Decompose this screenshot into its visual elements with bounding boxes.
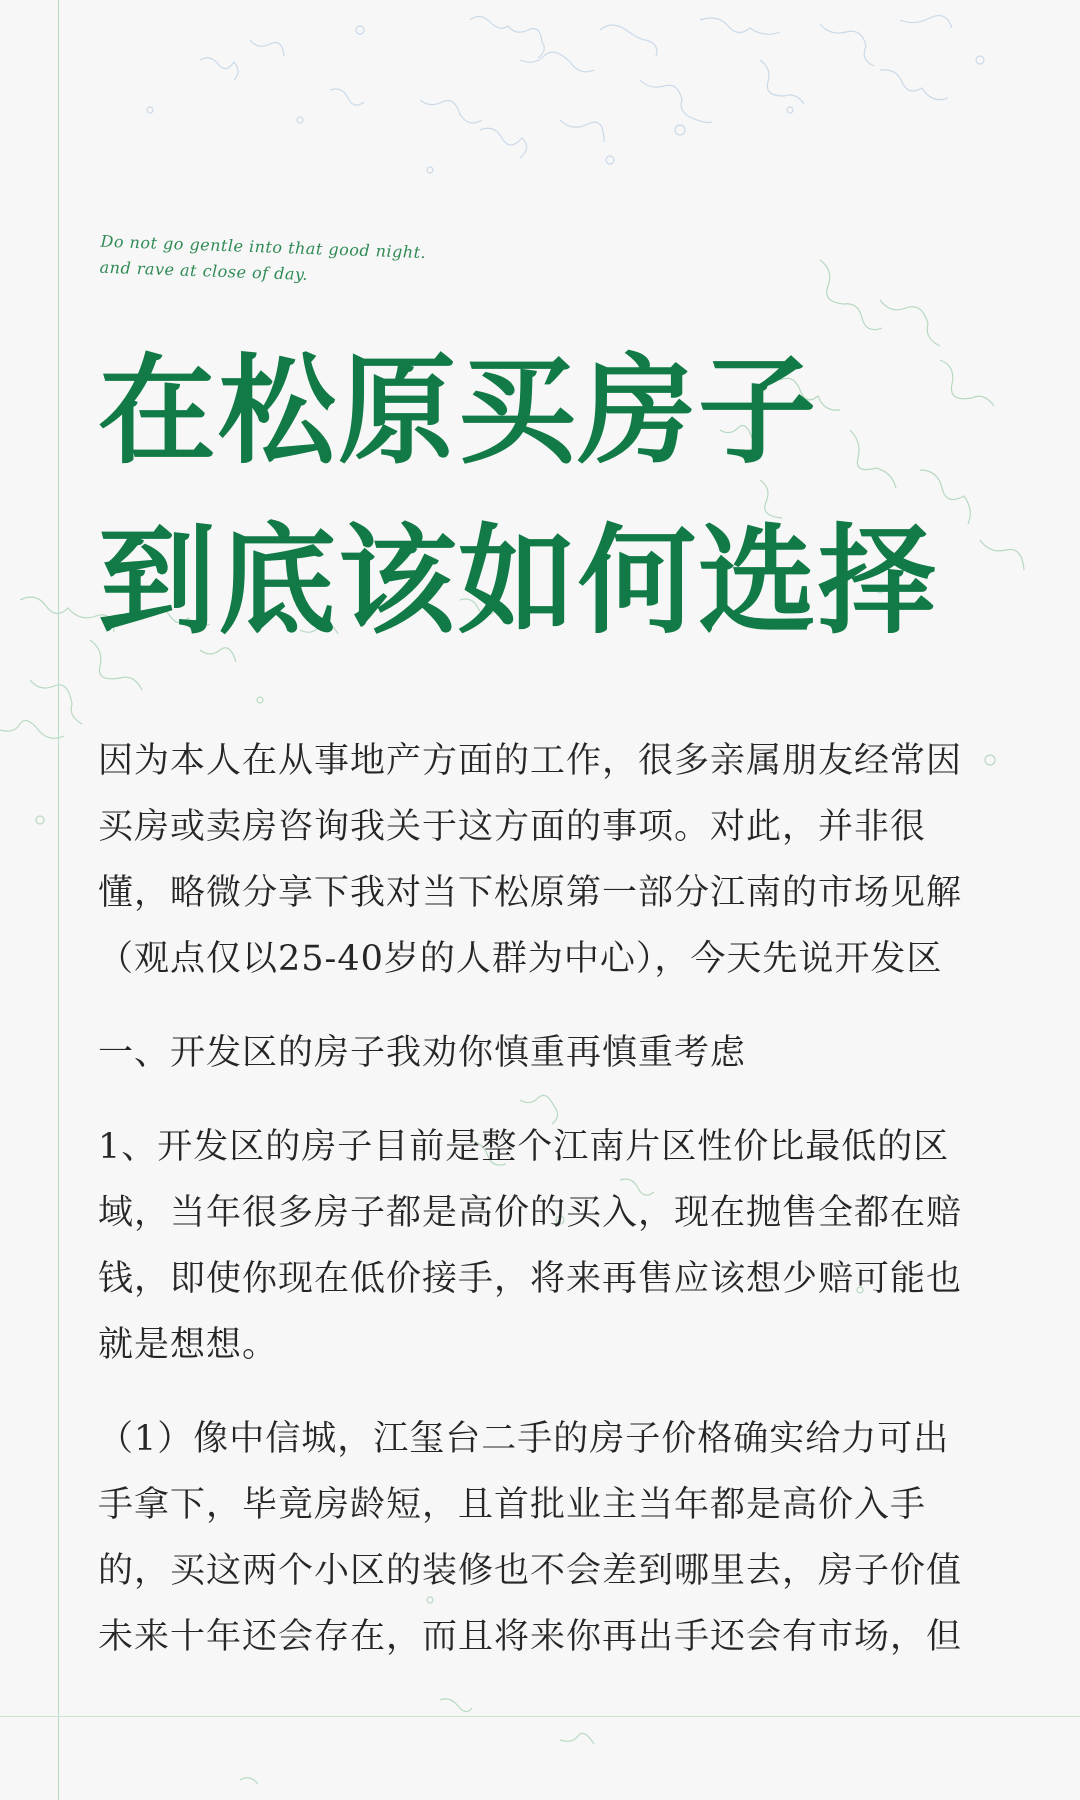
paragraph-intro bbox=[98, 728, 1018, 992]
text-line: 未来十年还会存在，而且将来你再出手还会有市场，但 bbox=[98, 1617, 963, 1657]
title-line-1: 在松原买房子 bbox=[98, 342, 819, 480]
page-title bbox=[98, 326, 1058, 666]
text-line: 的，买这两个小区的装修也不会差到哪里去，房子价值 bbox=[98, 1551, 963, 1591]
text-line: 懂，略微分享下我对当下松原第一部分江南的市场见解 bbox=[98, 873, 963, 913]
text-line: 买房或卖房咨询我关于这方面的事项。对此，并非很 bbox=[98, 807, 927, 847]
paragraph-point-1 bbox=[98, 1114, 1018, 1378]
text-line: 钱，即使你现在低价接手，将来再售应该想少赔可能也 bbox=[98, 1259, 963, 1299]
handwritten-quote bbox=[99, 229, 521, 296]
text-line: 因为本人在从事地产方面的工作，很多亲属朋友经常因 bbox=[98, 741, 963, 781]
text-line: （观点仅以25-40岁的人群为中心），今天先说开发区 bbox=[98, 939, 943, 979]
title-line-2: 到底该如何选择 bbox=[98, 512, 939, 650]
article-body bbox=[98, 728, 1018, 1698]
quote-line-2: and rave at close of day. bbox=[99, 257, 309, 284]
section-heading bbox=[98, 1020, 1018, 1086]
left-margin-line bbox=[58, 0, 59, 1800]
text-line: 1、开发区的房子目前是整个江南片区性价比最低的区 bbox=[98, 1127, 950, 1167]
paragraph-subpoint-1 bbox=[98, 1406, 1018, 1670]
text-line: 手拿下，毕竟房龄短，且首批业主当年都是高价入手 bbox=[98, 1485, 927, 1525]
text-line: 一、开发区的房子我劝你慎重再慎重考虑 bbox=[98, 1033, 747, 1073]
text-line: （1）像中信城，江玺台二手的房子价格确实给力可出 bbox=[98, 1419, 950, 1459]
text-line: 域，当年很多房子都是高价的买入，现在抛售全都在赔 bbox=[98, 1193, 963, 1233]
quote-line-1: Do not go gentle into that good night. bbox=[100, 231, 427, 263]
bottom-margin-line bbox=[0, 1716, 1080, 1717]
text-line: 就是想想。 bbox=[98, 1325, 279, 1365]
